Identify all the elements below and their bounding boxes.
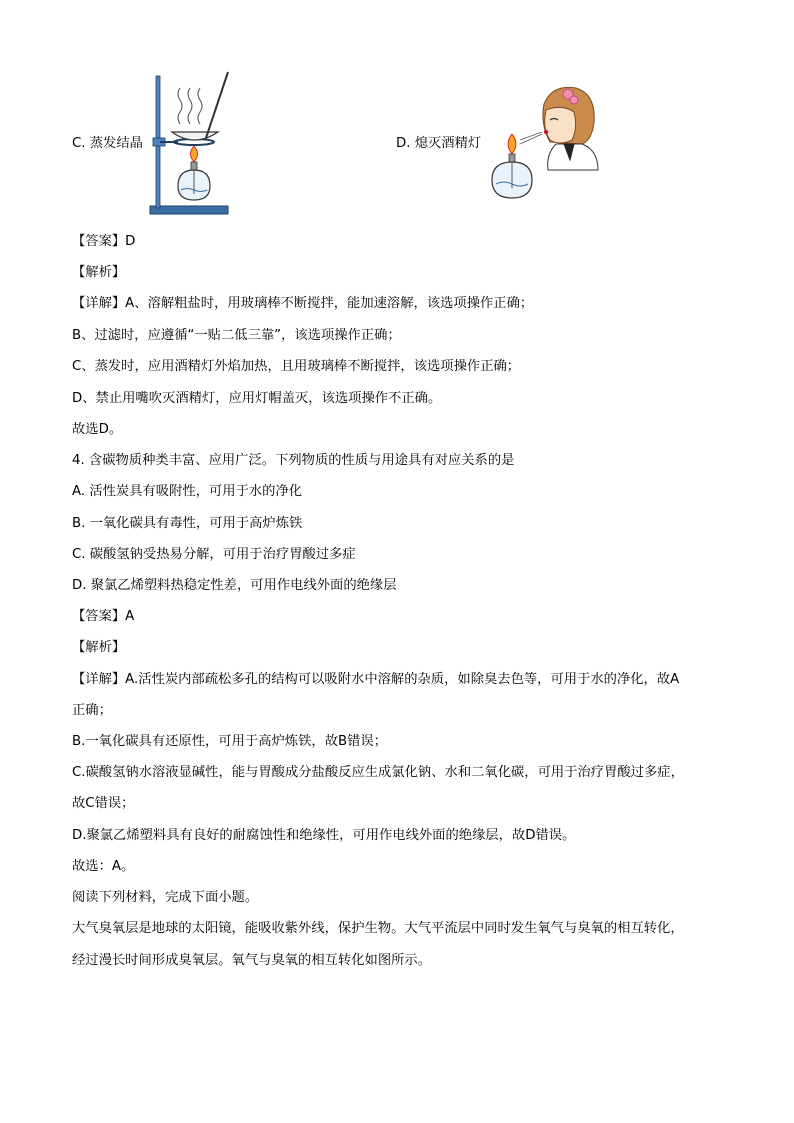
reading-paragraph-line: 经过漫长时间形成臭氧层。氧气与臭氧的相互转化如图所示。 [72, 953, 432, 968]
q4-conclusion: 故选：A。 [72, 859, 135, 874]
q4-detail-line: 【详解】A.活性炭内部疏松多孔的结构可以吸附水中溶解的杂质，如除臭去色等，可用于水的净化，故A [72, 672, 680, 687]
q3-detail-line: 【详解】A、溶解粗盐时，用玻璃棒不断搅拌，能加速溶解，该选项操作正确； [72, 296, 534, 311]
q4-option-d: D. 聚氯乙烯塑料热稳定性差，可用作电线外面的绝缘层 [72, 578, 397, 593]
option-d-label: D. 熄灭酒精灯 [396, 136, 482, 151]
q4-detail-line: C.碳酸氢钠水溶液显碱性，能与胃酸成分盐酸反应生成氯化钠、水和二氧化碳，可用于治疗胃酸过多症， [72, 765, 684, 780]
q4-stem: 4. 含碳物质种类丰富、应用广泛。下列物质的性质与用途具有对应关系的是 [72, 453, 515, 468]
q4-option-b: B. 一氧化碳具有毒性，可用于高炉炼铁 [72, 516, 303, 531]
reading-paragraph-line: 大气臭氧层是地球的太阳镜，能吸收紫外线，保护生物。大气平流层中同时发生氧气与臭氧的相互转化， [72, 921, 684, 936]
q3-detail-line: D、禁止用嘴吹灭酒精灯，应用灯帽盖灭，该选项操作不正确。 [72, 391, 442, 406]
q3-analysis-heading: 【解析】 [72, 265, 126, 280]
blowing-out-lamp-figure [486, 84, 602, 202]
q4-option-a: A. 活性炭具有吸附性，可用于水的净化 [72, 484, 303, 499]
option-c-label: C. 蒸发结晶 [72, 136, 143, 151]
q4-answer: 【答案】A [72, 609, 135, 624]
q4-detail-line: 正确； [72, 703, 112, 718]
q4-detail-line: D.聚氯乙烯塑料具有良好的耐腐蚀性和绝缘性，可用作电线外面的绝缘层，故D错误。 [72, 828, 576, 843]
q4-option-c: C. 碳酸氢钠受热易分解，可用于治疗胃酸过多症 [72, 547, 356, 562]
q3-conclusion: 故选D。 [72, 422, 123, 437]
q4-detail-line: 故C错误； [72, 796, 135, 811]
reading-intro: 阅读下列材料，完成下面小题。 [72, 890, 259, 905]
evaporation-apparatus-figure [148, 68, 232, 220]
q4-detail-line: B.一氧化碳具有还原性，可用于高炉炼铁，故B错误； [72, 734, 388, 749]
q3-answer: 【答案】D [72, 234, 136, 249]
q3-detail-line: B、过滤时，应遵循“一贴二低三靠”，该选项操作正确； [72, 328, 401, 343]
q3-detail-line: C、蒸发时，应用酒精灯外焰加热，且用玻璃棒不断搅拌，该选项操作正确； [72, 359, 521, 374]
q4-analysis-heading: 【解析】 [72, 640, 126, 655]
